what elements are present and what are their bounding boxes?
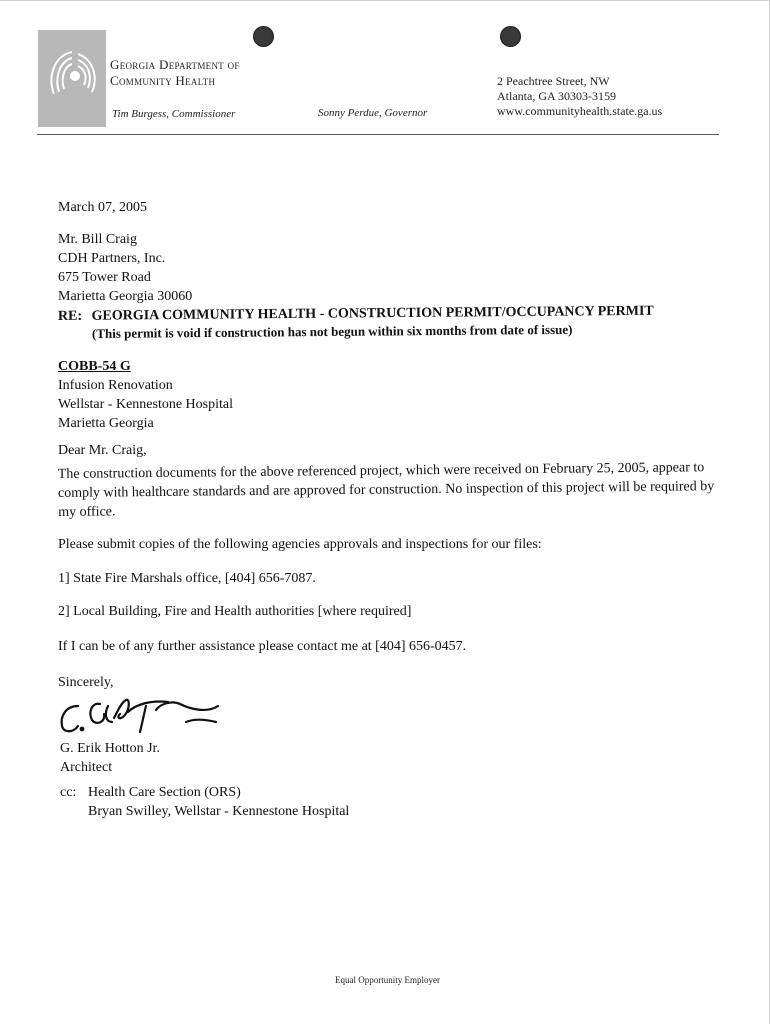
salutation: Dear Mr. Craig, xyxy=(58,443,147,458)
cc-label: cc: xyxy=(60,785,77,800)
paragraph-line: my office. xyxy=(58,504,116,520)
project-line: Marietta Georgia xyxy=(58,416,154,431)
org-name xyxy=(110,57,240,89)
re-label: RE: xyxy=(57,308,83,324)
paragraph-approval xyxy=(58,458,715,522)
paragraph-line: The construction documents for the above referenced project, which were received on February 25, 2005, appear to xyxy=(57,460,705,483)
office-address xyxy=(497,74,662,119)
paragraph-submit: Please submit copies of the following agencies approvals and inspections for our files: xyxy=(58,537,542,552)
signer-name: G. Erik Hotton Jr. xyxy=(60,741,160,756)
header-divider xyxy=(37,134,719,135)
project-line: Wellstar - Kennestone Hospital xyxy=(58,397,233,412)
signer-block xyxy=(60,739,160,777)
recipient-block xyxy=(58,230,192,306)
org-name-line2: Community Health xyxy=(110,73,216,88)
signer-title: Architect xyxy=(60,760,113,775)
address-line2: Atlanta, GA 30303-3159 xyxy=(497,89,616,103)
org-name-line1: Georgia Department of xyxy=(110,57,240,72)
letter-date: March 07, 2005 xyxy=(58,200,148,215)
cc-line: Health Care Section (ORS) xyxy=(88,785,241,800)
paragraph-contact: If I can be of any further assistance please contact me at [404] 656-0457. xyxy=(58,639,467,654)
list-item-fire-marshal: 1] State Fire Marshals office, [404] 656-7087. xyxy=(58,571,316,586)
closing: Sincerely, xyxy=(58,675,114,690)
list-item-local-authorities: 2] Local Building, Fire and Health authorities [where required] xyxy=(58,604,412,619)
cc-block xyxy=(88,783,349,821)
footer-text: Equal Opportunity Employer xyxy=(335,975,440,985)
logo-emblem-icon xyxy=(38,30,106,127)
project-block xyxy=(58,357,233,433)
recipient-line: CDH Partners, Inc. xyxy=(58,251,166,266)
recipient-line: Marietta Georgia 30060 xyxy=(58,289,193,304)
recipient-line: Mr. Bill Craig xyxy=(58,232,137,247)
address-line1: 2 Peachtree Street, NW xyxy=(497,74,610,88)
project-code: COBB-54 G xyxy=(58,359,131,374)
governor-name: Sonny Perdue, Governor xyxy=(318,107,428,119)
recipient-line: 675 Tower Road xyxy=(58,270,151,285)
project-line: Infusion Renovation xyxy=(58,378,173,393)
department-logo xyxy=(38,30,106,127)
cc-line: Bryan Swilley, Wellstar - Kennestone Hospital xyxy=(88,804,350,819)
punch-hole-left xyxy=(253,26,274,47)
handwritten-signature xyxy=(56,692,236,740)
re-title: GEORGIA COMMUNITY HEALTH - CONSTRUCTION PERMIT/OCCUPANCY PERMIT xyxy=(91,303,654,324)
page-edge-top xyxy=(0,0,770,1)
punch-hole-right xyxy=(500,26,521,47)
re-note: (This permit is void if construction has not begun within six months from date of issue) xyxy=(91,321,573,341)
website-link[interactable]: www.communityhealth.state.ga.us xyxy=(497,104,663,118)
commissioner-name: Tim Burgess, Commissioner xyxy=(112,108,236,120)
paragraph-line: comply with healthcare standards and are approved for construction. No inspection of this project will be required by xyxy=(57,479,715,501)
